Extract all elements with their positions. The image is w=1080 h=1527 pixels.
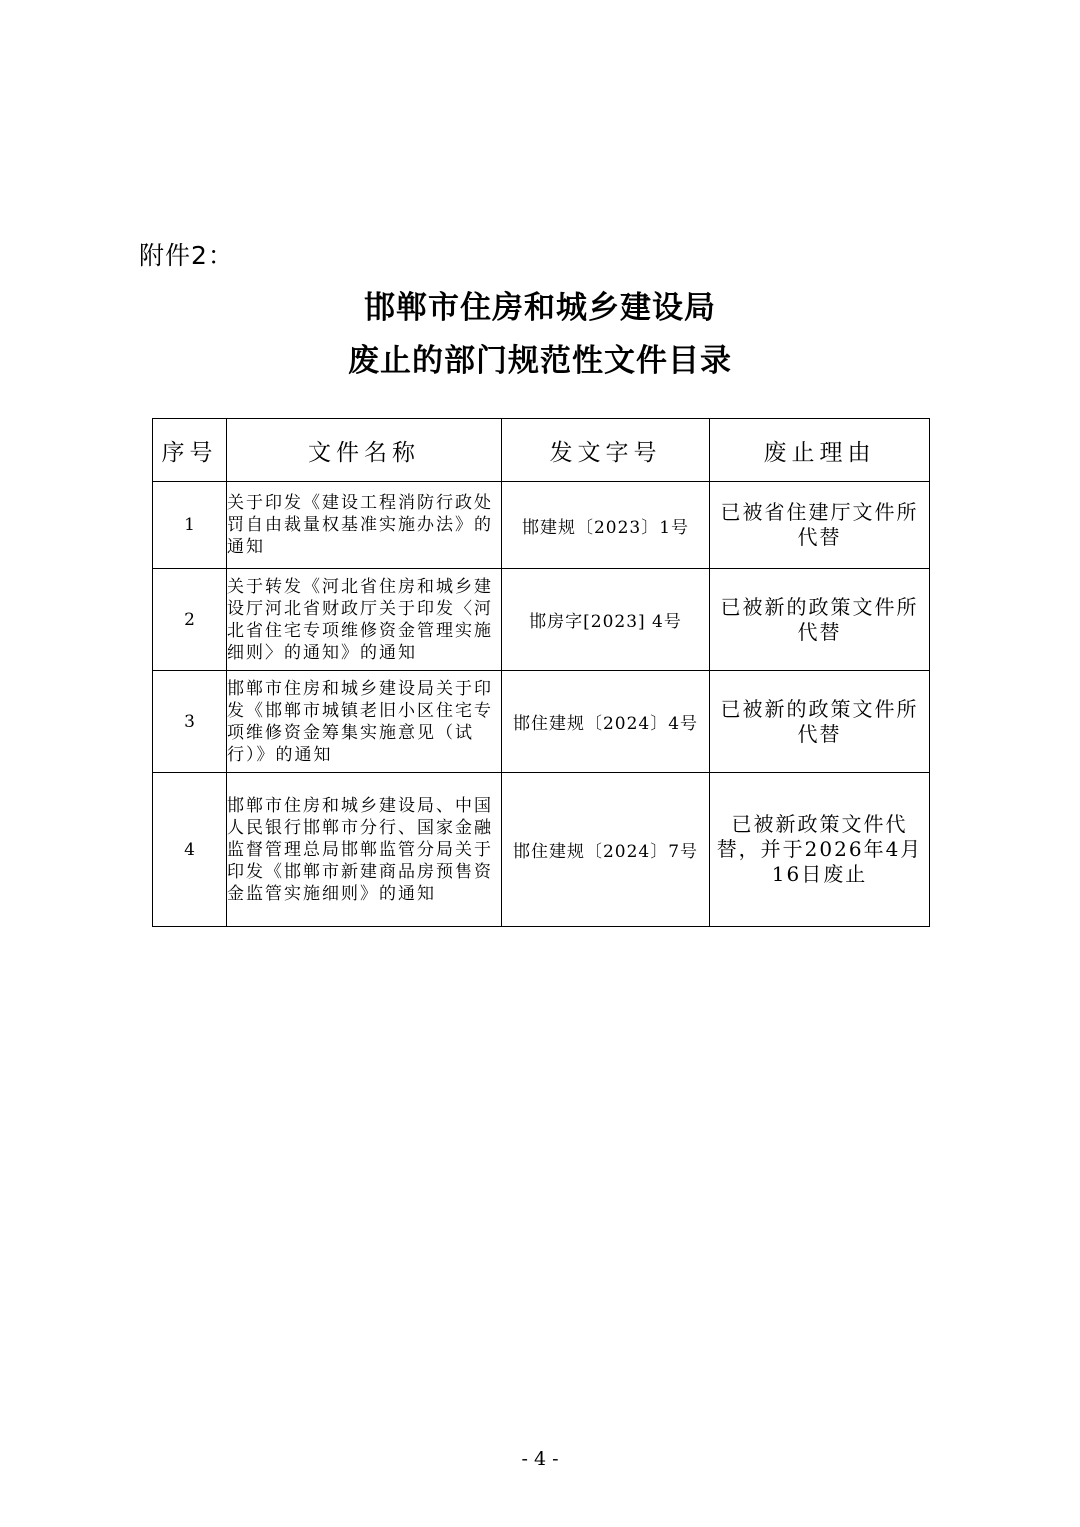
table-row (153, 569, 930, 671)
row-file-name: 关于印发《建设工程消防行政处罚自由裁量权基准实施办法》的通知 (227, 482, 502, 569)
table-row (153, 482, 930, 569)
row-file-name: 邯郸市住房和城乡建设局、中国人民银行邯郸市分行、国家金融监督管理总局邯郸监管分局关于印发《邯郸市新建商品房预售资金监管实施细则》的通知 (227, 773, 502, 927)
row-doc-code: 邯建规〔2023〕1号 (502, 482, 710, 569)
attachment-label: 附件2： (139, 241, 234, 270)
row-doc-code: 邯住建规〔2024〕4号 (502, 671, 710, 773)
row-reason: 已被省住建厅文件所代替 (710, 482, 930, 569)
row-doc-code: 邯住建规〔2024〕7号 (502, 773, 710, 927)
row-seq: 4 (153, 773, 227, 927)
row-seq: 2 (153, 569, 227, 671)
row-seq: 1 (153, 482, 227, 569)
header-name: 文件名称 (227, 419, 502, 482)
header-code: 发文字号 (502, 419, 710, 482)
row-doc-code: 邯房字[2023] 4号 (502, 569, 710, 671)
row-reason: 已被新的政策文件所代替 (710, 569, 930, 671)
abolished-documents-table (152, 418, 930, 927)
row-reason: 已被新政策文件代替，并于2026年4月16日废止 (710, 773, 930, 927)
header-seq: 序号 (153, 419, 227, 482)
table-row (153, 671, 930, 773)
page-number: - 4 - (521, 1448, 559, 1470)
table-header-row (153, 419, 930, 482)
row-file-name: 关于转发《河北省住房和城乡建设厅河北省财政厅关于印发〈河北省住宅专项维修资金管理实施细则〉的通知》的通知 (227, 569, 502, 671)
row-seq: 3 (153, 671, 227, 773)
document-title-line2: 废止的部门规范性文件目录 (348, 343, 732, 379)
document-title-line1: 邯郸市住房和城乡建设局 (364, 290, 716, 326)
row-reason: 已被新的政策文件所代替 (710, 671, 930, 773)
table-row (153, 773, 930, 927)
row-file-name: 邯郸市住房和城乡建设局关于印发《邯郸市城镇老旧小区住宅专项维修资金筹集实施意见（试行）》的通知 (227, 671, 502, 773)
header-reason: 废止理由 (710, 419, 930, 482)
